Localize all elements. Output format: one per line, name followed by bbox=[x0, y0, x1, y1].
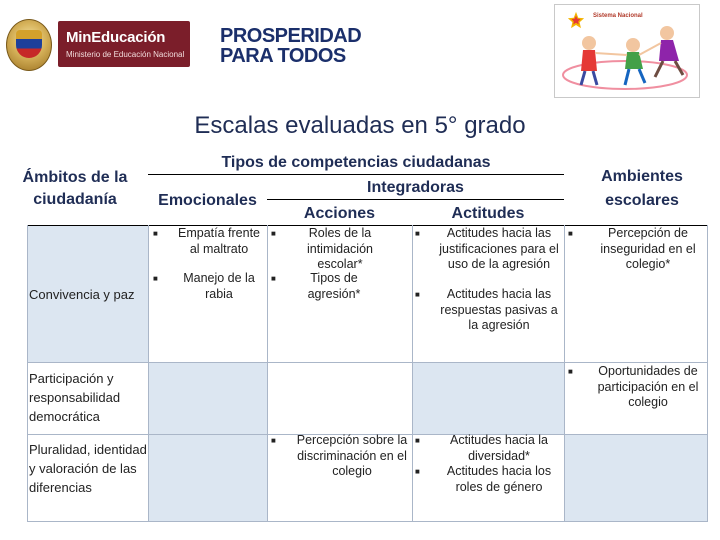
bullet-icon: ■ bbox=[271, 436, 276, 445]
header-acciones: Acciones bbox=[303, 205, 376, 222]
mineducacion-title: MinEducación bbox=[66, 29, 166, 46]
list-item: ■ Tipos de agresión* bbox=[271, 271, 361, 301]
colombia-seal-icon bbox=[6, 19, 52, 71]
bullet-icon: ■ bbox=[153, 274, 158, 283]
list-item: ■ Percepción sobre la discriminación en el colegio bbox=[271, 433, 408, 478]
list-item: ■ Actitudes hacia las respuestas pasivas a la agresión bbox=[415, 287, 558, 332]
shade-pluralidad-ambientes bbox=[564, 434, 708, 522]
divider-tipos bbox=[148, 174, 564, 175]
list-item: ■ Manejo de la rabia bbox=[153, 271, 255, 301]
list-item: ■ Percepción de inseguridad en el colegio* bbox=[568, 226, 696, 271]
bullet-icon: ■ bbox=[271, 229, 276, 238]
page-title: Escalas evaluadas en 5° grado bbox=[194, 112, 526, 139]
header-ambientes: Ambientes escolares bbox=[601, 168, 683, 209]
vline-3 bbox=[412, 225, 413, 522]
sistema-nacional-label: Sistema Nacional bbox=[593, 13, 643, 19]
vline-1 bbox=[148, 225, 149, 522]
list-item: ■ Actitudes hacia los roles de género bbox=[415, 464, 552, 494]
mineducacion-logo bbox=[58, 21, 190, 67]
bullet-icon: ■ bbox=[415, 229, 420, 238]
prosperidad-line1: PROSPERIDAD bbox=[220, 25, 362, 47]
prosperidad-line2: PARA TODOS bbox=[220, 45, 346, 67]
mineducacion-subtitle: Ministerio de Educación Nacional bbox=[66, 50, 185, 59]
competencias-table bbox=[22, 152, 708, 522]
sistema-nacional-illustration bbox=[554, 4, 700, 98]
divider-integradoras bbox=[267, 199, 564, 200]
list-item: ■ Oportunidades de participación en el colegio bbox=[568, 364, 699, 409]
header-ambitos: Ámbitos de la ciudadanía bbox=[22, 169, 128, 208]
list-item: ■ Empatía frente al maltrato bbox=[153, 226, 260, 256]
divider-row1 bbox=[27, 362, 708, 363]
vline-4 bbox=[564, 225, 565, 522]
bullet-icon: ■ bbox=[415, 290, 420, 299]
divider-bottom bbox=[27, 521, 708, 522]
header-actitudes: Actitudes bbox=[451, 205, 525, 222]
vline-0 bbox=[27, 225, 28, 522]
list-item: ■ Roles de la intimidación escolar* bbox=[271, 226, 373, 271]
row-label-convivencia: Convivencia y paz bbox=[29, 287, 135, 302]
list-item: ■ Actitudes hacia la diversidad* bbox=[415, 433, 548, 463]
shade-participacion-emocionales bbox=[148, 362, 267, 434]
list-item: ■ Actitudes hacia las justificaciones para el uso de la agresión bbox=[415, 226, 559, 271]
shade-participacion-actitudes bbox=[412, 362, 564, 434]
bullet-icon: ■ bbox=[271, 274, 276, 283]
bullet-icon: ■ bbox=[568, 229, 573, 238]
prosperidad-logo bbox=[220, 26, 361, 66]
bullet-icon: ■ bbox=[415, 467, 420, 476]
header-integradoras: Integradoras bbox=[367, 179, 464, 196]
row-label-pluralidad: Pluralidad, identidad y valoración de las diferencias bbox=[29, 442, 147, 495]
children-playing-icon bbox=[555, 5, 699, 97]
vline-2 bbox=[267, 225, 268, 522]
shade-pluralidad-emocionales bbox=[148, 434, 267, 522]
bullet-icon: ■ bbox=[153, 229, 158, 238]
bullet-icon: ■ bbox=[568, 367, 573, 376]
header-logos bbox=[0, 0, 720, 100]
bullet-icon: ■ bbox=[415, 436, 420, 445]
header-emocionales: Emocionales bbox=[158, 192, 257, 209]
row-label-participacion: Participación y responsabilidad democrática bbox=[29, 371, 121, 424]
header-tipos: Tipos de competencias ciudadanas bbox=[221, 154, 491, 171]
vline-5 bbox=[707, 225, 708, 522]
